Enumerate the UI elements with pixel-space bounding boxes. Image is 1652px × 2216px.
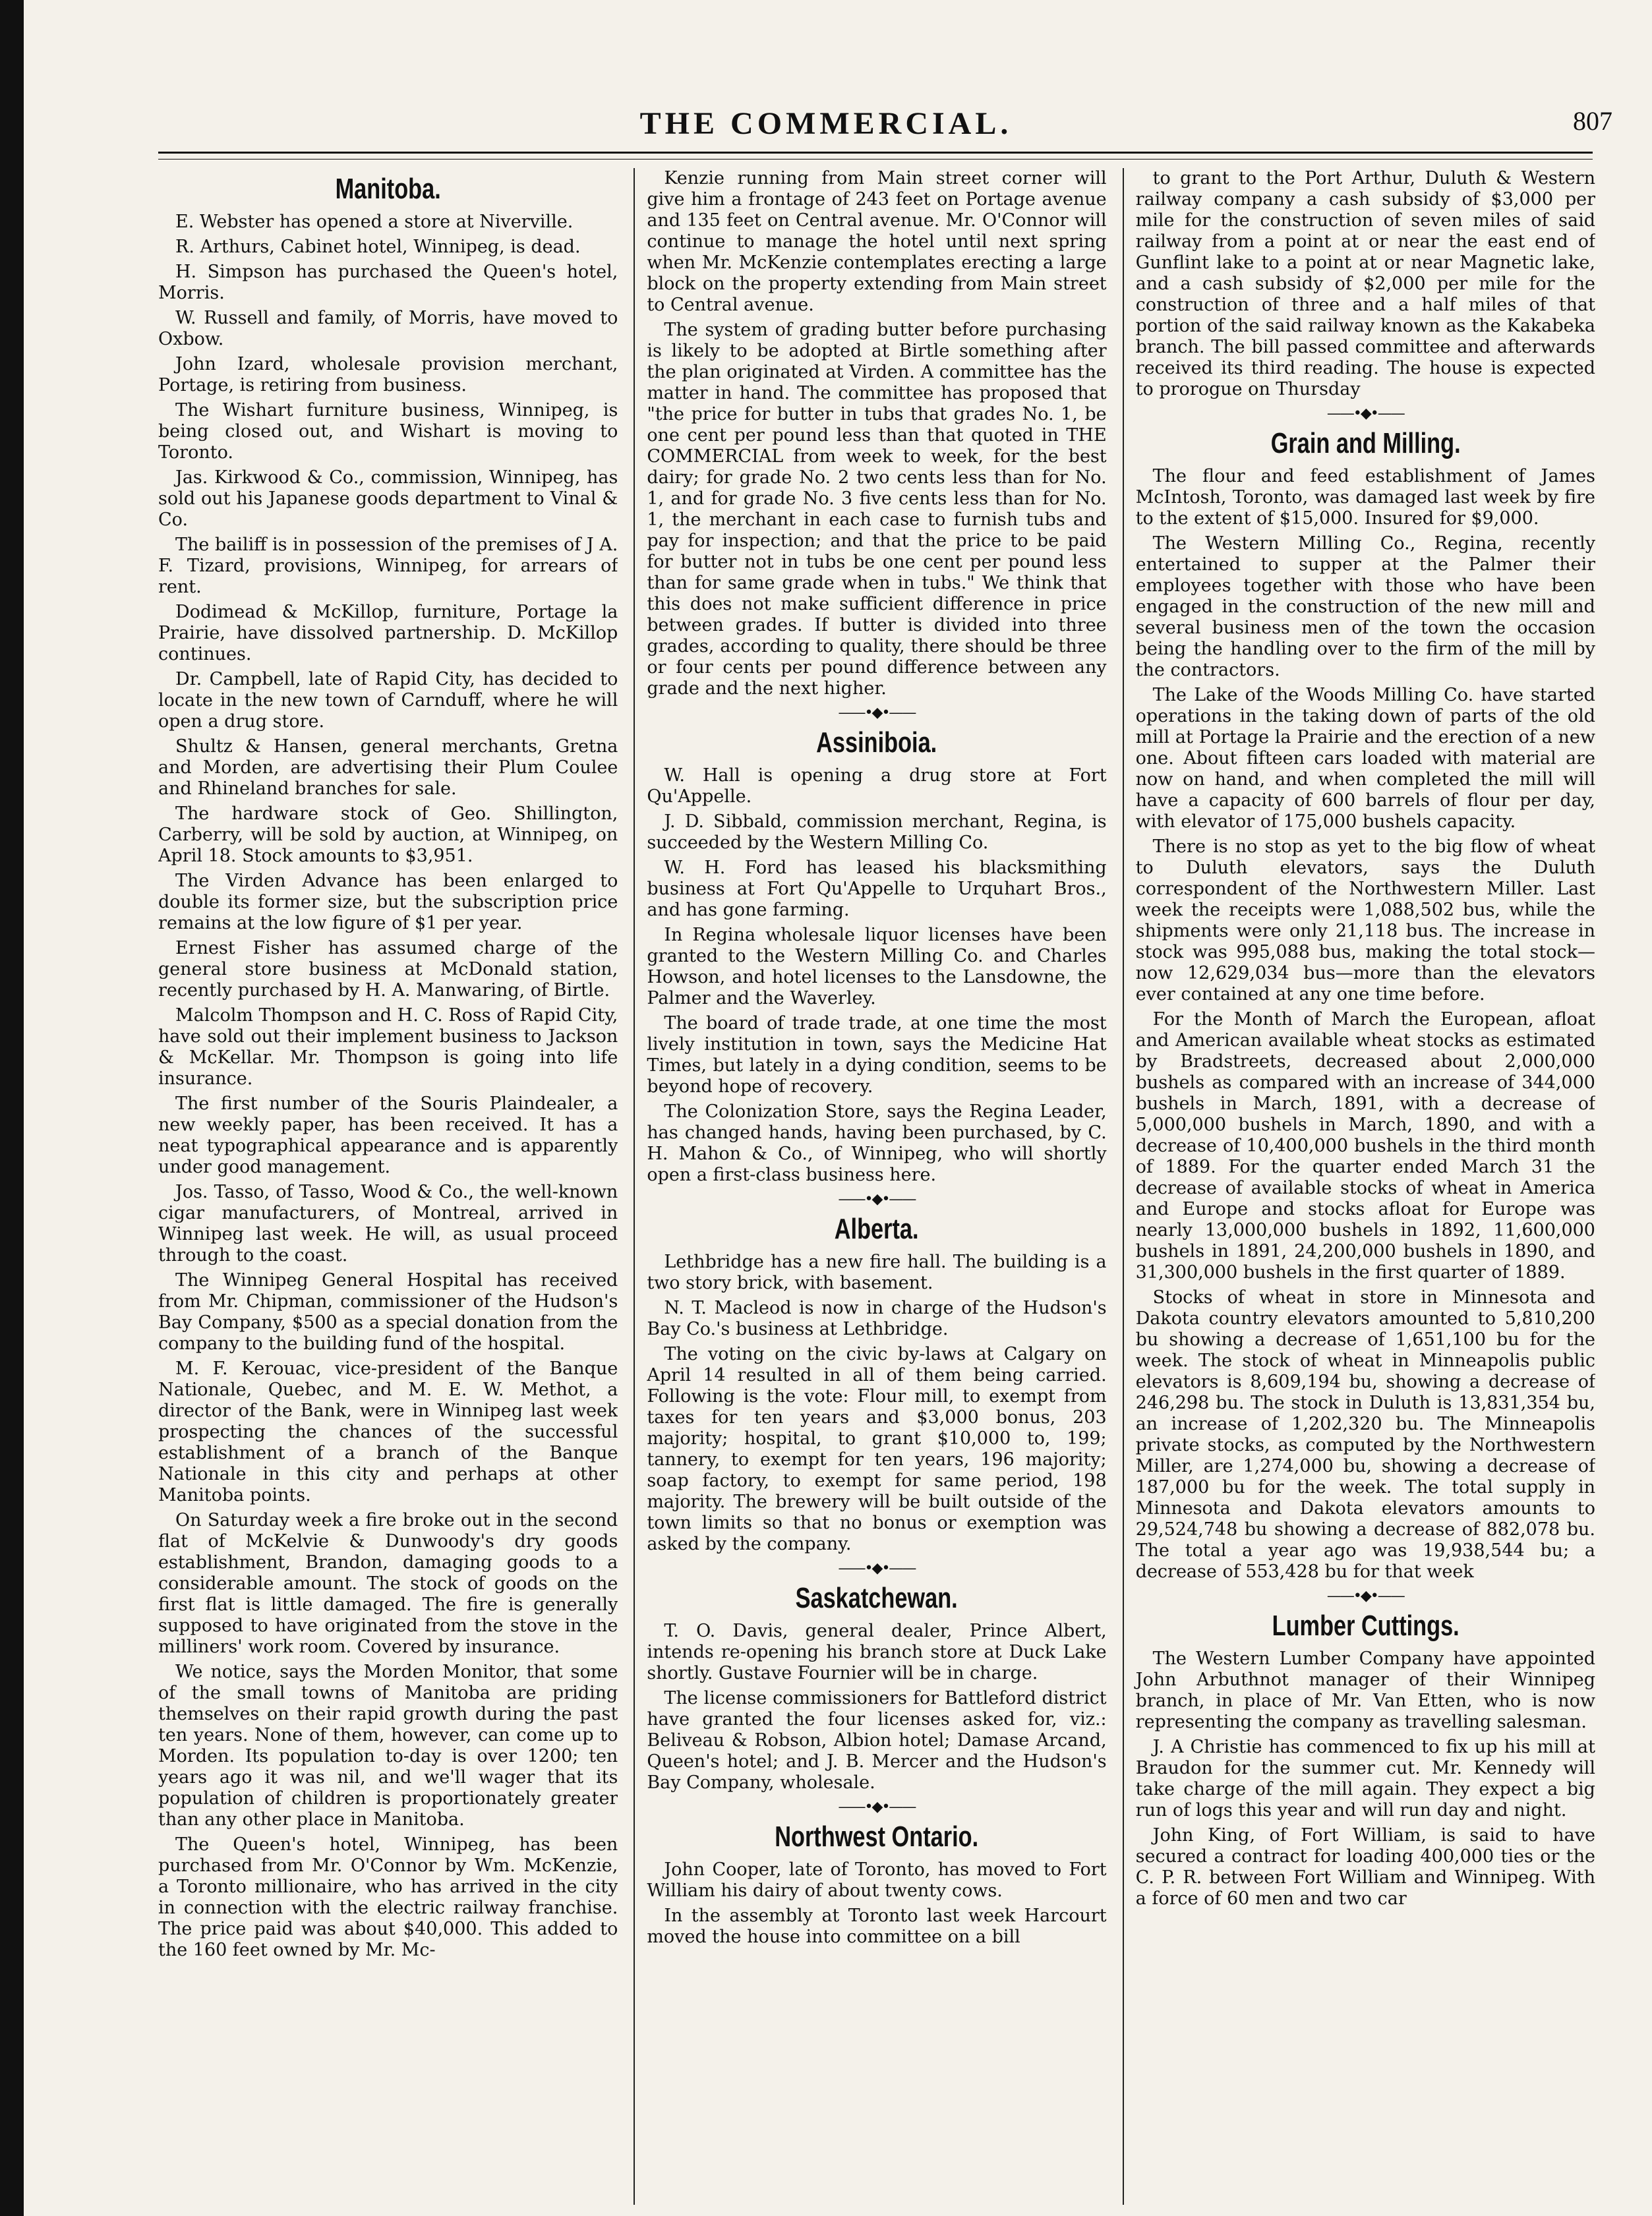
page-binding-edge (0, 0, 24, 2216)
section-divider: ——•◆•—— (838, 1799, 916, 1815)
news-item: E. Webster has opened a store at Niverville. (175, 212, 574, 232)
news-item: Shultz & Hansen, general merchants, Gretna and Morden, are advertising their Plum Coulee and Rhineland branches for sale. (158, 736, 618, 799)
news-item: The Western Lumber Company have appointed John Arbuthnot manager of their Winnipeg branch, in place of Mr. Van Etten, who is now representing the company as travelling salesman. (1135, 1648, 1595, 1732)
news-item: The first number of the Souris Plaindealer, a new weekly paper, has been received. It has a neat typographical appearance and is apparently under good management. (158, 1093, 618, 1177)
news-item: The hardware stock of Geo. Shillington, Carberry, will be sold by auction, at Winnipeg, on April 18. Stock amounts to $3,951. (158, 803, 618, 866)
news-item: John Izard, wholesale provision merchant, Portage, is retiring from business. (158, 354, 618, 395)
news-item: J. D. Sibbald, commission merchant, Regina, is succeeded by the Western Milling Co. (647, 811, 1107, 853)
section-heading: Northwest Ontario. (775, 1821, 979, 1853)
news-item: Stocks of wheat in store in Minnesota and Dakota country elevators amounted to 5,810,200 bu showing a decrease of 1,651,100 bu for the week. The stock of wheat in Minneapolis public elevators is 8,609,194 bu, showing a decrease of 246,298 bu. The stock in Duluth is 13,831,354 bu, an increase of 1,202,320 bu. The Minneapolis private stocks, as computed by the Northwestern Miller, are 1,274,000 bu, showing a decrease of 187,000 bu for the week. The total supply in Minnesota and Dakota elevators amounts to 29,524,748 bu showing a decrease of 882,078 bu. The total a year ago was 19,938,544 bu; a decrease of 553,428 bu for that week (1135, 1287, 1595, 1582)
news-item: The Colonization Store, says the Regina Leader, has changed hands, having been purchased, by C. H. Mahon & Co., of Winnipeg, who will shortly open a first-class business here. (647, 1101, 1107, 1185)
section-heading: Alberta. (835, 1213, 919, 1245)
masthead: THE COMMERCIAL. (639, 106, 1013, 141)
news-item: to grant to the Port Arthur, Duluth & Western railway company a cash subsidy of $3,000 per mile for the construction of seven miles of said railway from a point at or near the east end of Gunflint lake to a point at or near Magnetic lake, and a cash subsidy of $2,000 per mile for the construction of three and a half miles of that portion of the said railway known as the Kakabeka branch. The bill passed committee and afterwards received its third reading. The house is expected to prorogue on Thursday (1135, 168, 1595, 399)
section-heading: Lumber Cuttings. (1272, 1610, 1460, 1642)
news-item: On Saturday week a fire broke out in the second flat of McKelvie & Dunwoody's dry goods establishment, Brandon, damaging goods to a considerable amount. The stock of goods on the first flat is little damaged. The fire is generally supposed to have originated from the stove in the milliners' work room. Covered by insurance. (158, 1510, 618, 1657)
news-item: W. Russell and family, of Morris, have moved to Oxbow. (158, 308, 618, 349)
news-item: The voting on the civic by-laws at Calgary on April 14 resulted in all of them being carried. Following is the vote: Flour mill, to exempt from taxes for ten years and $3,000 bonus, 203 majority; hospital, to grant $10,000 to, 199; tannery, to exempt for ten years, 196 majority; soap factory, to exempt for same period, 198 majority. The brewery will be built outside of the town limits so that no bonus or exemption was asked by the company. (647, 1344, 1107, 1554)
header-rule (158, 152, 1593, 160)
news-item: T. O. Davis, general dealer, Prince Albert, intends re-opening his branch store at Duck Lake shortly. Gustave Fournier will be in charge. (647, 1621, 1107, 1683)
news-item: The Winnipeg General Hospital has received from Mr. Chipman, commissioner of the Hudson's Bay Company, $500 as a special donation from the company to the building fund of the hospital. (158, 1270, 618, 1354)
news-item: Kenzie running from Main street corner will give him a frontage of 243 feet on Portage avenue and 135 feet on Central avenue. Mr. O'Connor will continue to manage the hotel until next spring when Mr. McKenzie contemplates erecting a large block on the property extending from Main street to Central avenue. (647, 168, 1107, 315)
news-item: R. Arthurs, Cabinet hotel, Winnipeg, is dead. (175, 237, 581, 257)
news-item: The Western Milling Co., Regina, recently entertained to supper at the Palmer their employees together with those who have been engaged in the construction of the new mill and several business men of the town the occasion being the handling over to the firm of the mill by the contractors. (1135, 533, 1595, 680)
page-header (40, 99, 1612, 152)
news-item: The Wishart furniture business, Winnipeg, is being closed out, and Wishart is moving to Toronto. (158, 400, 618, 463)
news-item: The Queen's hotel, Winnipeg, has been purchased from Mr. O'Connor by Wm. McKenzie, a Toronto millionaire, who has arrived in the city in connection with the electric railway franchise. The price paid was about $40,000. This added to the 160 feet owned by Mr. Mc- (158, 1834, 618, 1960)
news-item: The license commissioners for Battleford district have granted the four licenses asked for, viz.: Beliveau & Robson, Albion hotel; Damase Arcand, Queen's hotel; and J. B. Mercer and the Hudson's Bay Company, wholesale. (647, 1688, 1107, 1793)
news-item: Malcolm Thompson and H. C. Ross of Rapid City, have sold out their implement business to Jackson & McKellar. Mr. Thompson is going into life insurance. (158, 1005, 618, 1089)
section-heading: Assiniboia. (816, 726, 937, 759)
section-heading: Grain and Milling. (1270, 427, 1461, 459)
news-item: Dr. Campbell, late of Rapid City, has decided to locate in the new town of Carnduff, where he will open a drug store. (158, 669, 618, 732)
news-item: The bailiff is in possession of the premises of J A. F. Tizard, provisions, Winnipeg, for arrears of rent. (158, 535, 618, 597)
news-item: J. A Christie has commenced to fix up his mill at Braudon for the summer cut. Mr. Kennedy will take charge of the mill again. They expect a big run of logs this year and will run day and night. (1135, 1737, 1595, 1821)
news-item: We notice, says the Morden Monitor, that some of the small towns of Manitoba are priding themselves on their rapid growth during the past ten years. None of them, however, can come up to Morden. Its population to-day is over 1200; ten years ago it was nil, and we'll wager that its population of children is proportionately greater than any other place in Manitoba. (158, 1662, 618, 1830)
news-item: Lethbridge has a new fire hall. The building is a two story brick, with basement. (647, 1252, 1107, 1293)
news-item: The system of grading butter before purchasing is likely to be adopted at Birtle something after the plan originated at Virden. A committee has the matter in hand. The committee has proposed that "the price for butter in tubs that grades No. 1, be one cent per pound less than that quoted in THE COMMERCIAL from week to week, for the best dairy; for grade No. 2 two cents less than for No. 1, and for grade No. 3 five cents less than for No. 1, the merchant in each case to furnish tubs and pay for inspection; and that the price to be paid for butter not in tubs be one cent per pound less than for same grade when in tubs." We think that this does not make sufficient difference in price between grades. If butter is divided into three grades, according to quality, there should be three or four cents per pound difference between any grade and the next higher. (647, 320, 1107, 699)
section-heading: Saskatchewan. (795, 1582, 959, 1614)
article-columns (158, 168, 1595, 2205)
news-item: Ernest Fisher has assumed charge of the general store business at McDonald station, recently purchased by H. A. Manwaring, of Birtle. (158, 938, 618, 1001)
news-item: M. F. Kerouac, vice-president of the Banque Nationale, Quebec, and M. E. W. Methot, a director of the Bank, were in Winnipeg last week prospecting the chances of the successful establishment of a branch of the Banque Nationale in this city and perhaps at other Manitoba points. (158, 1358, 618, 1505)
news-item: John Cooper, late of Toronto, has moved to Fort William his dairy of about twenty cows. (647, 1859, 1107, 1901)
news-item: The Virden Advance has been enlarged to double its former size, but the subscription price remains at the low figure of $1 per year. (158, 871, 618, 933)
news-item: The flour and feed establishment of James McIntosh, Toronto, was damaged last week by fire to the extent of $15,000. Insured for $9,000. (1135, 466, 1595, 529)
column-3 (1123, 168, 1595, 2205)
news-item: For the Month of March the European, afloat and American available wheat stocks as estimated by Bradstreets, decreased about 2,000,000 bushels as compared with an increase of 344,000 bushels in March, 1891, with a decrease of 5,000,000 bushels in March, 1890, and with a decrease of 10,400,000 bushels in the third month of 1889. For the quarter ended March 31 the decrease of available stocks of wheat in America and Europe and stocks afloat for Europe was nearly 13,000,000 bushels in 1892, 11,600,000 bushels in 1891, 24,200,000 bushels in 1890, and 31,300,000 bushels in the first quarter of 1889. (1135, 1009, 1595, 1283)
section-divider: ——•◆•—— (1326, 1588, 1404, 1604)
section-divider: ——•◆•—— (1326, 405, 1404, 422)
news-item: There is no stop as yet to the big flow of wheat to Duluth elevators, says the Duluth correspondent of the Northwestern Miller. Last week the receipts were 1,088,502 bus, while the shipments were only 21,118 bus. The increase in stock was 995,088 bus, making the total stock—now 12,629,034 bus—more than the elevators ever contained at any one time before. (1135, 836, 1595, 1005)
section-divider: ——•◆•—— (838, 1560, 916, 1577)
news-item: H. Simpson has purchased the Queen's hotel, Morris. (158, 262, 618, 303)
page-number: 807 (1573, 106, 1612, 136)
section-divider: ——•◆•—— (838, 705, 916, 721)
news-item: N. T. Macleod is now in charge of the Hudson's Bay Co.'s business at Lethbridge. (647, 1298, 1107, 1339)
news-item: John King, of Fort William, is said to have secured a contract for loading 400,000 ties or the C. P. R. between Fort William and Winnipeg. With a force of 60 men and two car (1135, 1825, 1595, 1909)
column-1 (158, 168, 618, 2205)
section-heading: Manitoba. (335, 173, 441, 205)
news-item: The Lake of the Woods Milling Co. have started operations in the taking down of parts of the old mill at Portage la Prairie and the erection of a new one. About fifteen cars loaded with material are now on hand, and when completed the mill will have a capacity of 600 barrels of flour per day, with elevator of 175,000 bushels capacity. (1135, 685, 1595, 832)
section-divider: ——•◆•—— (838, 1191, 916, 1208)
news-item: In Regina wholesale liquor licenses have been granted to the Western Milling Co. and Charles Howson, and hotel licenses to the Lansdowne, the Palmer and the Waverley. (647, 925, 1107, 1008)
news-item: In the assembly at Toronto last week Harcourt moved the house into committee on a bill (647, 1906, 1107, 1947)
news-item: The board of trade trade, at one time the most lively institution in town, says the Medicine Hat Times, but lately in a dying condition, seems to be beyond hope of recovery. (647, 1013, 1107, 1097)
news-item: W. H. Ford has leased his blacksmithing business at Fort Qu'Appelle to Urquhart Bros., and has gone farming. (647, 858, 1107, 920)
news-item: Jas. Kirkwood & Co., commission, Winnipeg, has sold out his Japanese goods department to Vinal & Co. (158, 467, 618, 530)
news-item: Jos. Tasso, of Tasso, Wood & Co., the well-known cigar manufacturers, of Montreal, arrived in Winnipeg last week. He will, as usual proceed through to the coast. (158, 1182, 618, 1266)
column-2 (634, 168, 1106, 2205)
news-item: Dodimead & McKillop, furniture, Portage la Prairie, have dissolved partnership. D. McKillop continues. (158, 602, 618, 664)
news-item: W. Hall is opening a drug store at Fort Qu'Appelle. (647, 765, 1107, 807)
